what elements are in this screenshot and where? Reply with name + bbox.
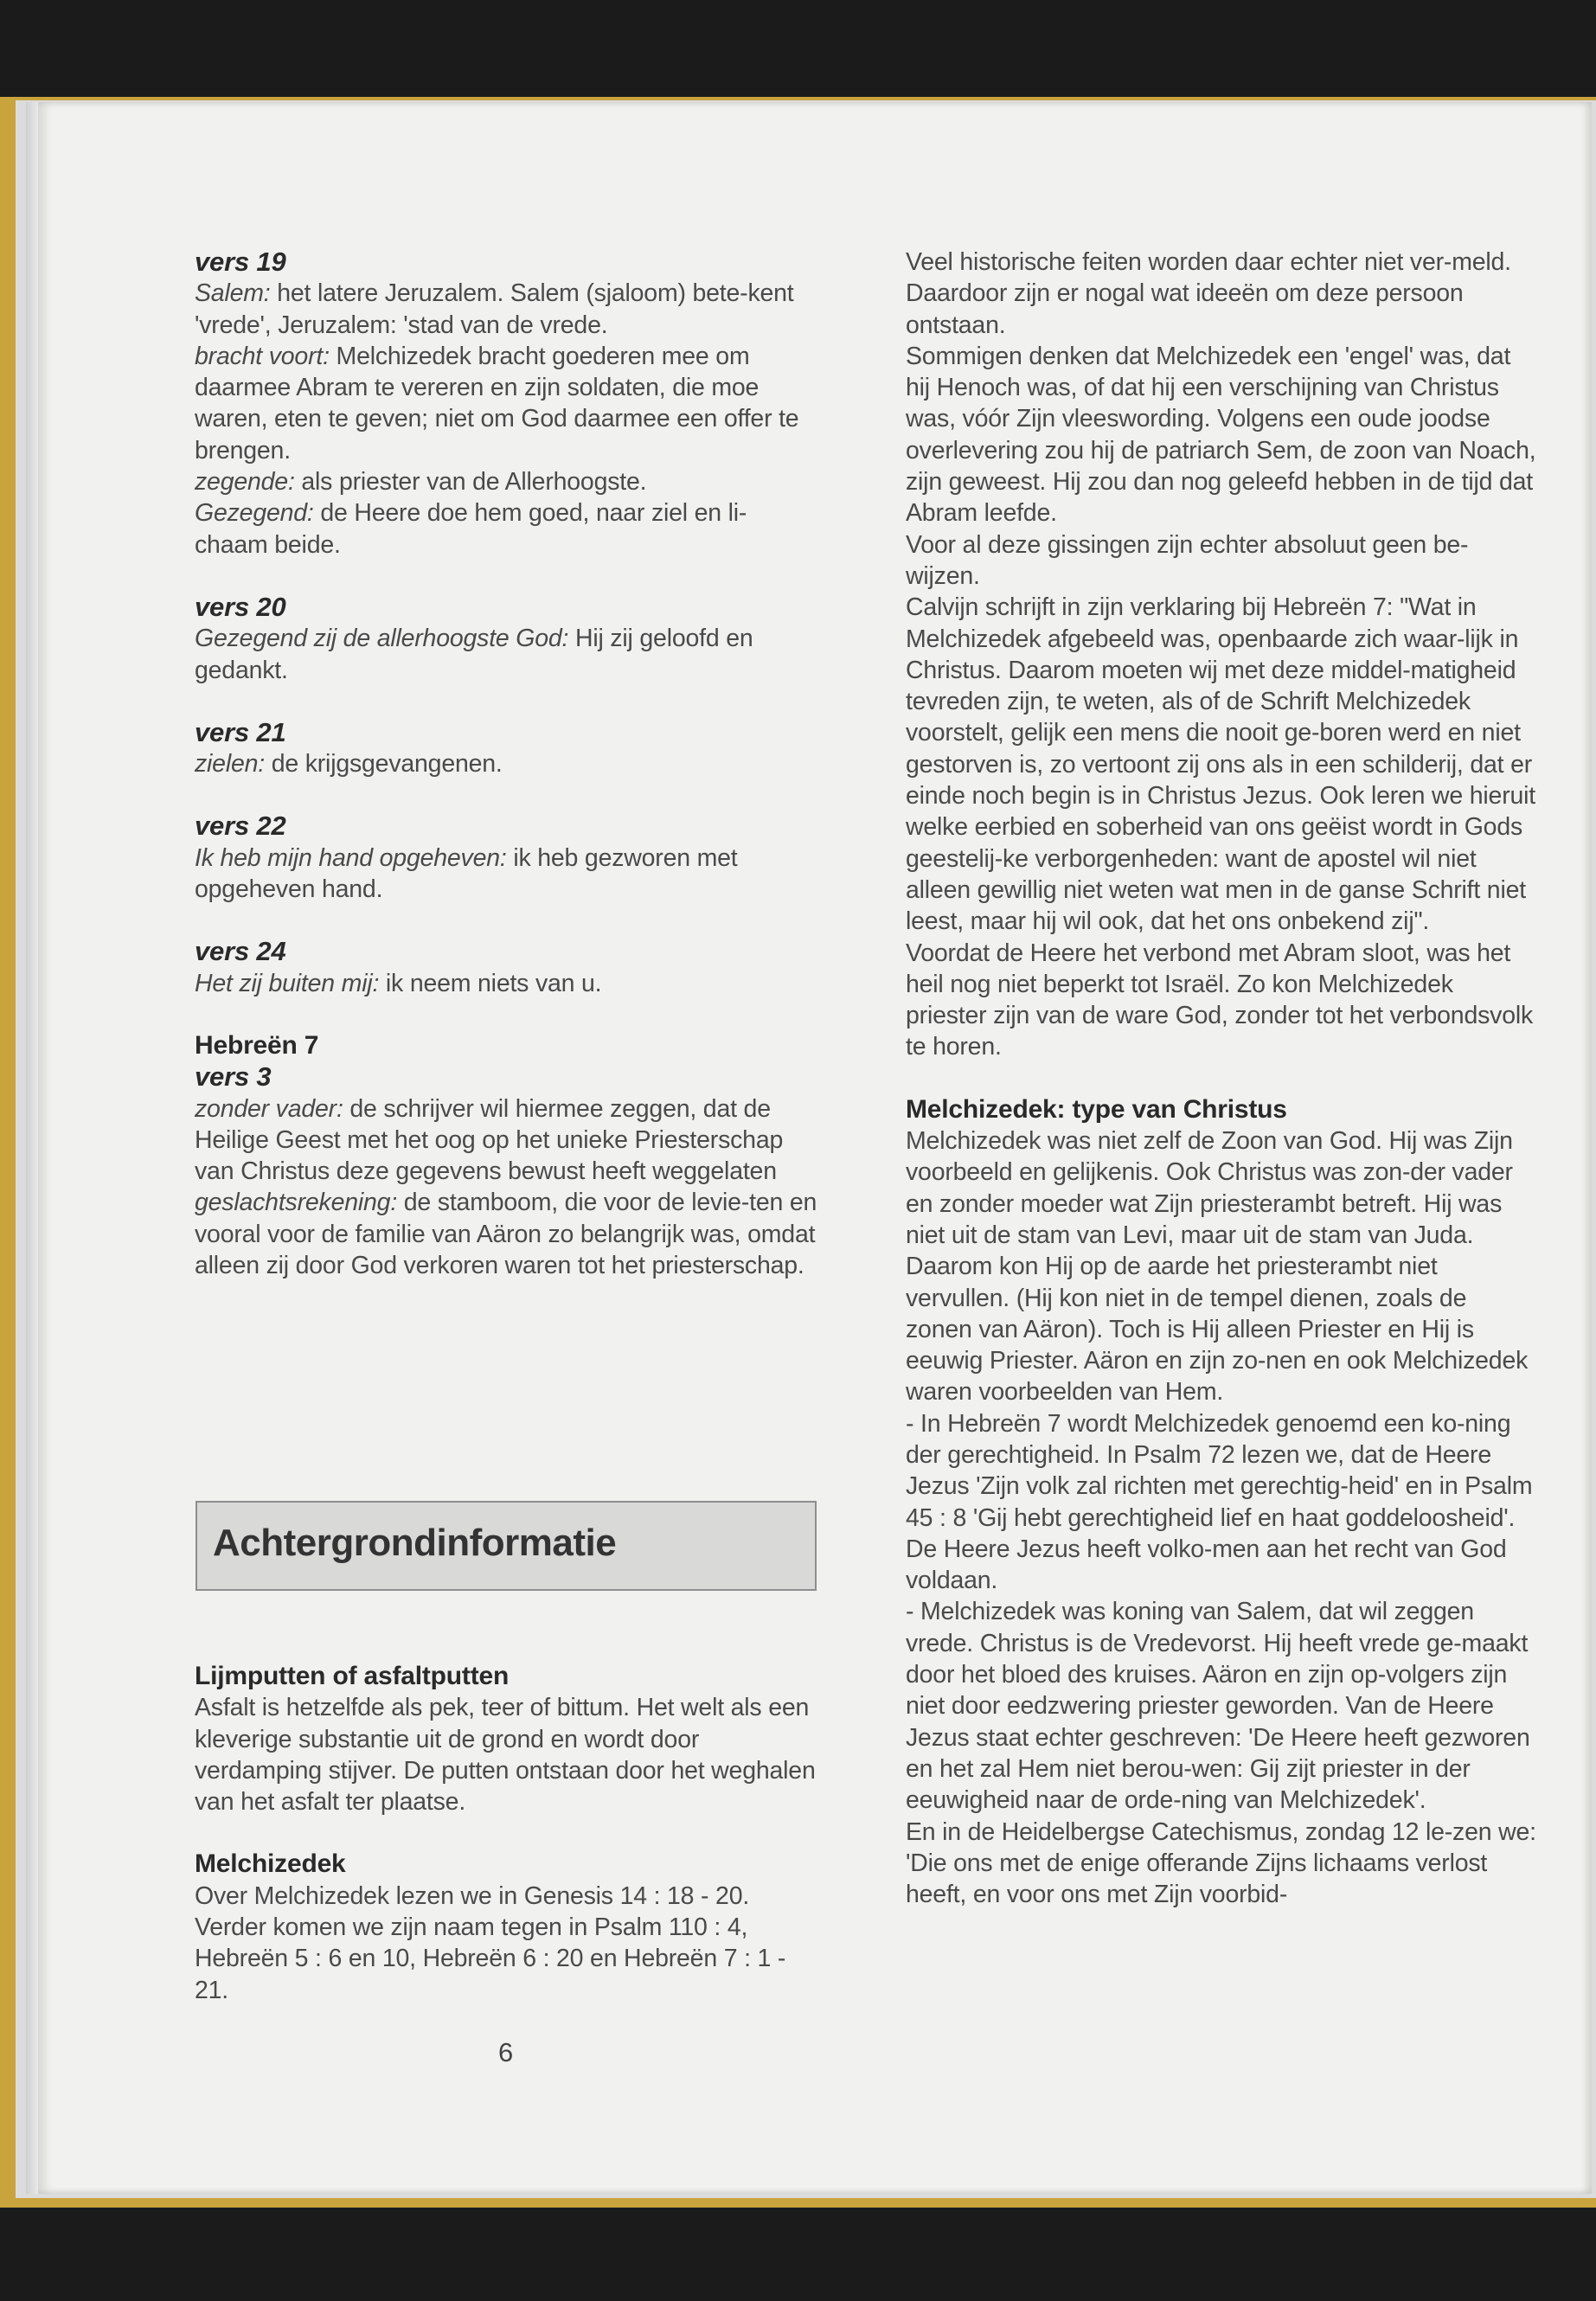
paragraph: Asfalt is hetzelfde als pek, teer of bittum. Het welt als een kleverige substantie uit de grond en wordt door verdamping stijver. De putten ontstaan door het weghalen van het asfalt ter plaatse. [195,1694,816,1817]
paragraph: Voordat de Heere het verbond met Abram sloot, was het heil nog niet beperkt tot Israël. Zo kon Melchizedek priester zijn van de ware God, zonder tot het verbondsvolk te horen. [906,939,1534,1061]
entry: Gezegend: de Heere doe hem goed, naar ziel en li-chaam beide. [195,499,747,559]
left-column [195,247,817,1281]
verse-heading: vers 21 [195,716,286,747]
subheading: Lijmputten of asfaltputten [195,1662,510,1690]
right-column [906,247,1537,1910]
section-title: Achtergrondinformatie [213,1522,617,1564]
verse-heading: vers 19 [195,247,286,277]
entry: Het zij buiten mij: ik neem niets van u. [195,969,602,997]
entry: Gezegend zij de allerhoogste God: Hij zij geloofd en gedankt. [195,625,753,684]
background-info [195,1661,817,2006]
section-box [195,1501,817,1591]
paragraph: - In Hebreën 7 wordt Melchizedek genoemd een ko-ning der gerechtigheid. In Psalm 72 lezen we, dat de Heere Jezus 'Zijn volk zal richten met gerechtig-heid' en in Psalm 45 : 8 'Gij hebt gerechtigheid lief en haat goddeloosheid'. De Heere Jezus heeft volko-men aan het recht van God voldaan. [906,1409,1533,1595]
page-edge [26,102,38,2194]
paragraph: Over Melchizedek lezen we in Genesis 14 : 18 - 20. Verder komen we zijn naam tegen in Psalm 110 : 4, Hebreën 5 : 6 en 10, Hebreën 6 : 20 en Hebreën 7 : 1 - 21. [195,1881,786,2004]
entry: Salem: het latere Jeruzalem. Salem (sjaloom) bete-kent 'vrede', Jeruzalem: 'stad van de vrede. [195,279,794,339]
entry: geslachtsrekening: de stamboom, die voor de levie-ten en vooral voor de familie van Aäron zo belangrijk was, omdat alleen zij door God verkoren waren tot het priesterschap. [195,1189,817,1280]
paragraph: - Melchizedek was koning van Salem, dat wil zeggen vrede. Christus is de Vredevorst. Hij heeft vrede ge-maakt door het bloed des kruises. Aäron en zijn op-volgers zijn niet door eedzwering priester geworden. Van de Heere Jezus staat echter geschreven: 'De Heere heeft gezworen en het zal Hem niet berou-wen: Gij zijt priester in der eeuwigheid naar de orde-ning van Melchizedek'. [906,1598,1530,1815]
verse-heading: vers 22 [195,811,286,842]
paragraph: Voor al deze gissingen zijn echter absoluut geen be-wijzen. [906,530,1469,590]
chapter-heading: Hebreën 7 [195,1030,319,1060]
paragraph: Calvijn schrijft in zijn verklaring bij Hebreën 7: "Wat in Melchizedek afgebeeld was, openbaarde zich waar-lijk in Christus. Daarom moeten wij met deze middel-matigheid tevreden zijn, te weten, als of de Schrift Melchizedek voorstelt, gelijk een mens die nooit ge-boren werd en niet gestorven is, zo vertoont zij ons als in een schilderij, dat er einde noch begin is in Christus Jezus. Ook leren we hieruit welke eerbied en soberheid van ons geëist wordt in Gods geestelij-ke verborgenheden: want de apostel wil niet alleen gewillig niet weten wat men in de ganse Schrift niet leest, maar hij wil ook, dat het ons onbekend zij". [906,593,1536,936]
subheading: Melchizedek [195,1849,346,1879]
entry: zegende: als priester van de Allerhoogste. [195,468,647,497]
verse-heading: vers 24 [195,936,286,967]
page-number: 6 [498,2037,514,2067]
entry: zonder vader: de schrijver wil hiermee zeggen, dat de Heilige Geest met het oog op het unieke Priesterschap van Christus deze gegevens bewust heeft weggelaten [195,1094,784,1186]
paragraph: Melchizedek was niet zelf de Zoon van God. Hij was Zijn voorbeeld en gelijkenis. Ook Christus was zon-der vader en zonder moeder wat Zijn priesterambt betreft. Hij was niet uit de stam van Levi, maar uit de stam van Juda. Daarom kon Hij op de aarde het priesterambt niet vervullen. (Hij kon niet in de tempel dienen, zoals de zonen van Aäron). Toch is Hij alleen Priester en Hij is eeuwig Priester. Aäron en zijn zo-nen en ook Melchizedek waren voorbeelden van Hem. [906,1127,1529,1407]
entry: zielen: de krijgsgevangenen. [195,750,503,779]
verse-heading: vers 3 [195,1061,272,1093]
entry: Ik heb mijn hand opgeheven: ik heb gezworen met opgeheven hand. [195,843,738,904]
paragraph: Veel historische feiten worden daar echter niet ver-meld. Daardoor zijn er nogal wat ideeën om deze persoon ontstaan. [906,248,1511,339]
paragraph: En in de Heidelbergse Catechismus, zondag 12 le-zen we: 'Die ons met de enige offerande Zijns lichaams verlost heeft, en voor ons met Zijn voorbid- [906,1817,1536,1909]
entry: bracht voort: Melchizedek bracht goederen mee om daarmee Abram te vereren en zijn soldaten, die moe waren, eten te geven; niet om God daarmee een offer te brengen. [195,342,799,465]
subheading: Melchizedek: type van Christus [906,1094,1287,1124]
verse-heading: vers 20 [195,591,286,622]
paragraph: Sommigen denken dat Melchizedek een 'engel' was, dat hij Henoch was, of dat hij een verschijning van Christus was, vóór Zijn vleeswording. Volgens een oude joodse overlevering zou hij de patriarch Sem, de zoon van Noach, zijn geweest. Hij zou dan nog geleefd hebben in de tijd dat Abram leefde. [906,342,1536,528]
